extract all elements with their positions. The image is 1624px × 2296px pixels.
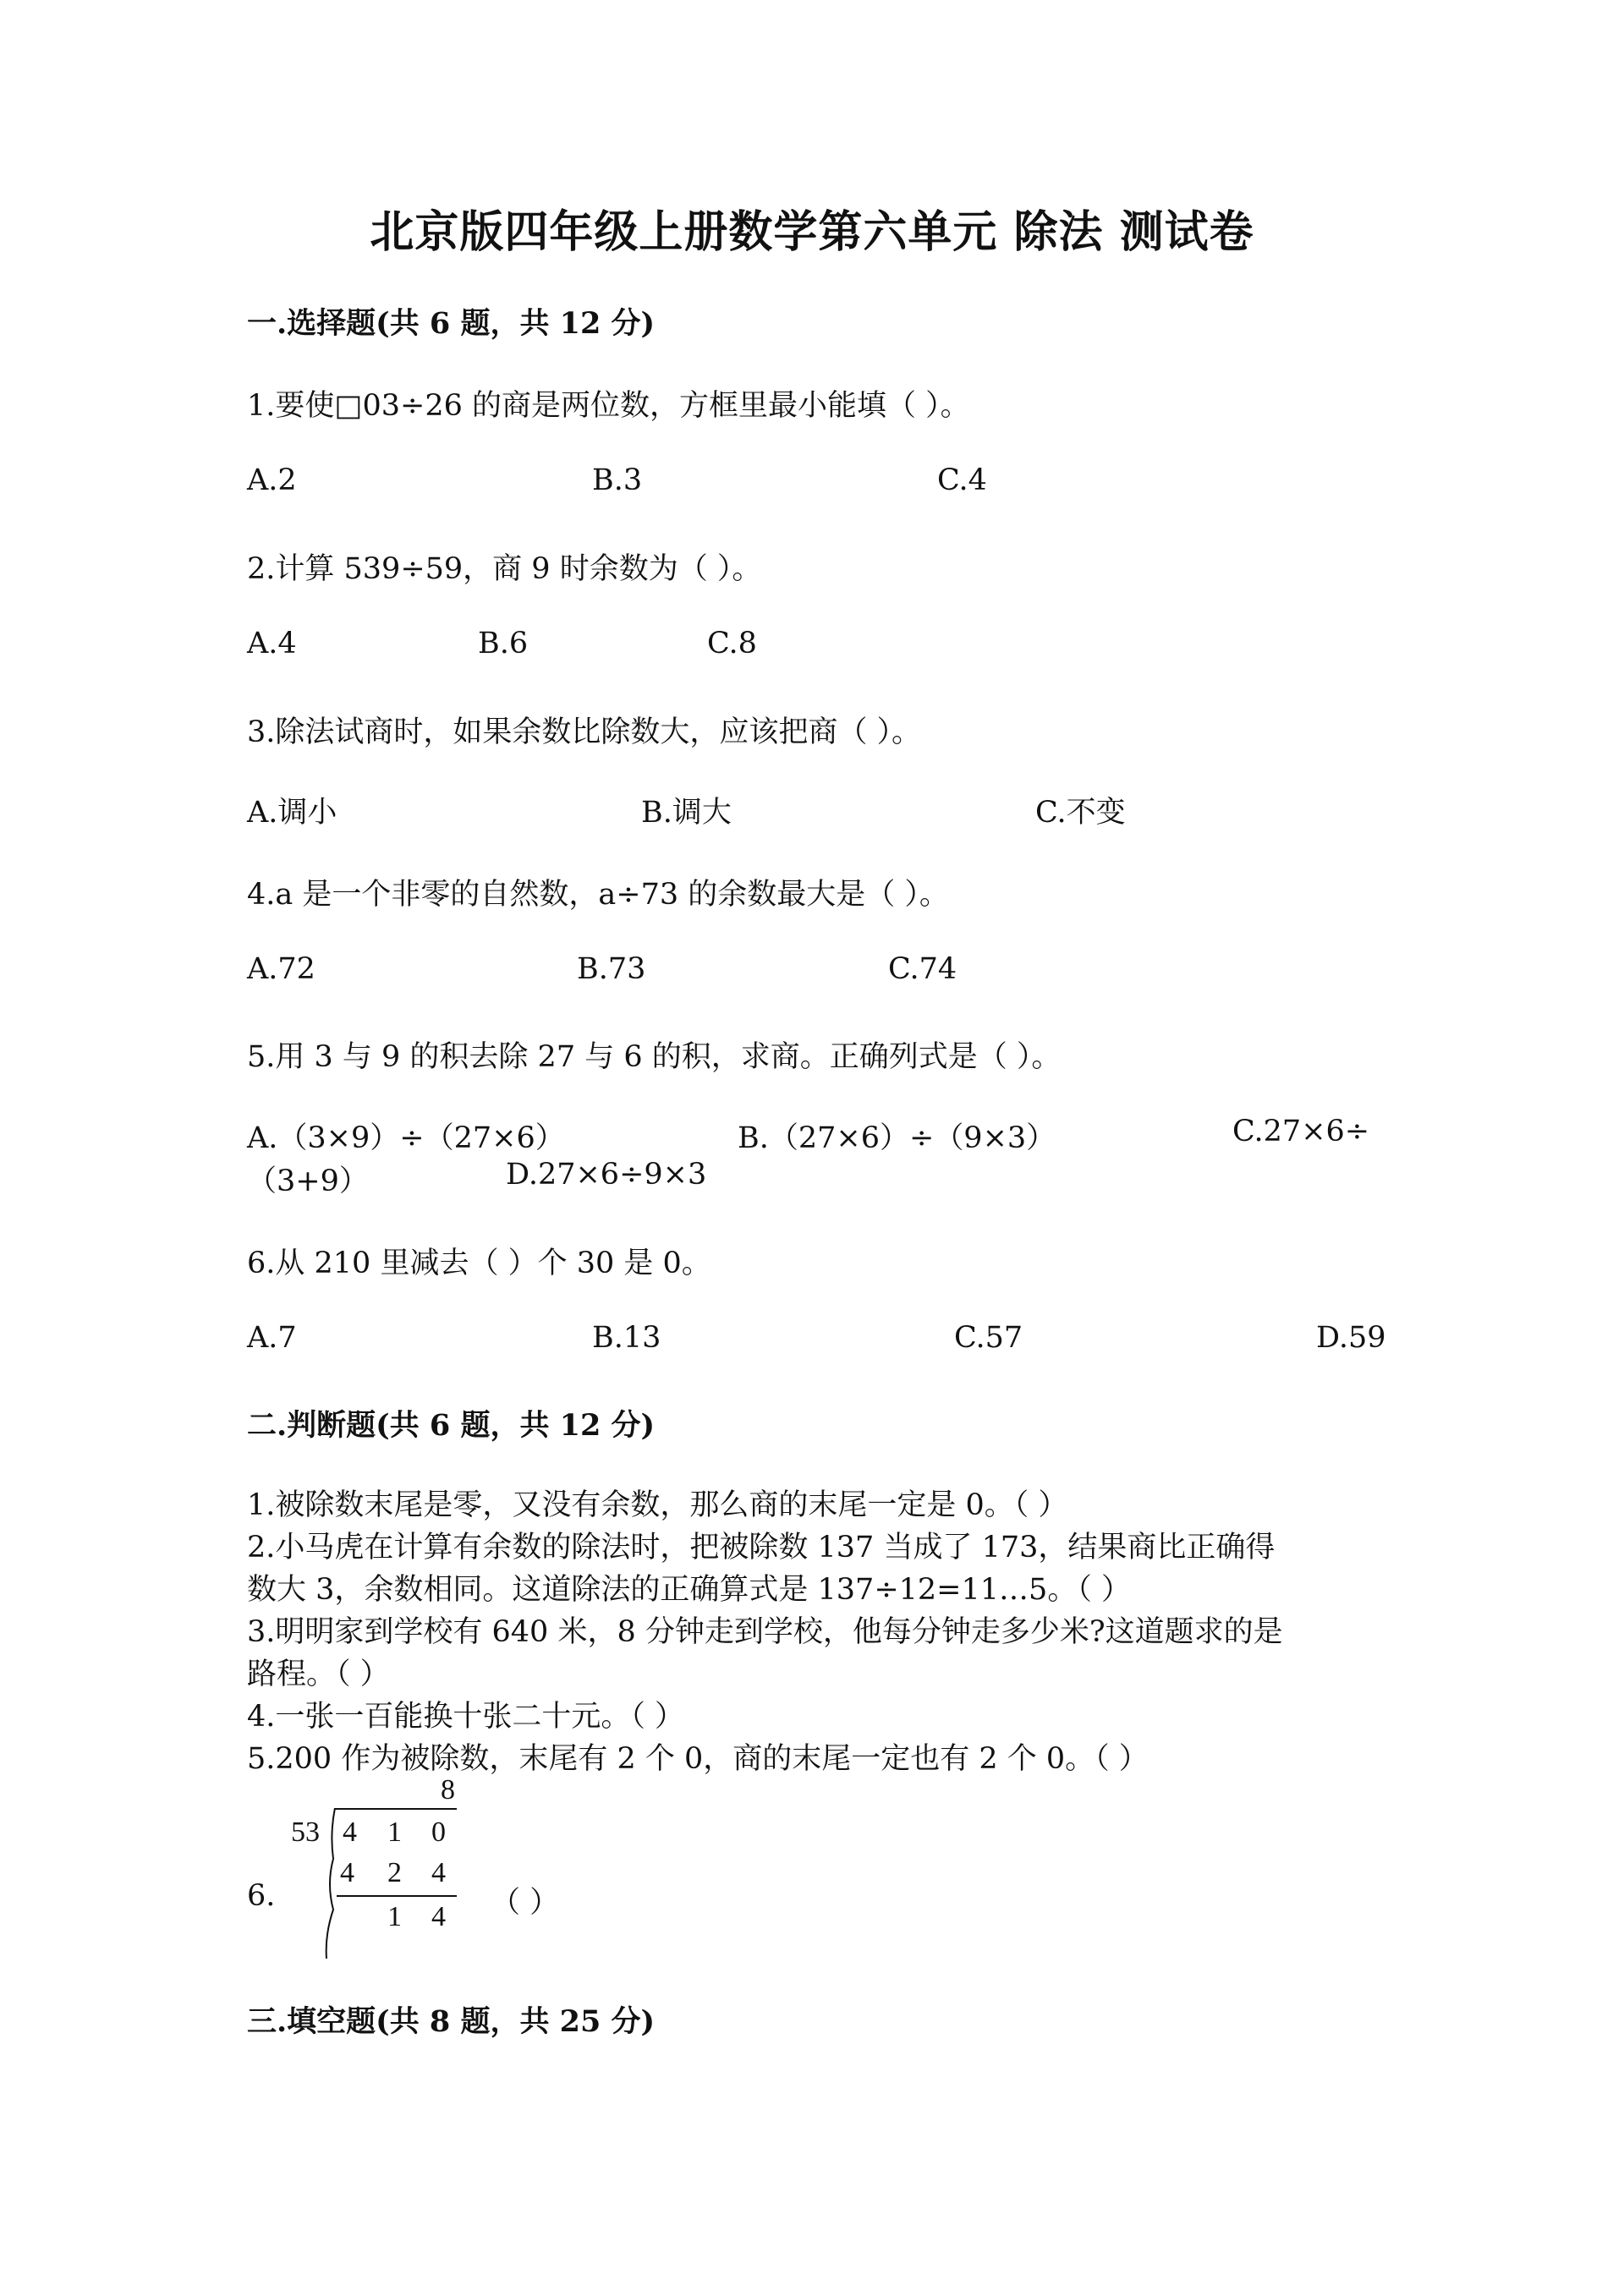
divisor: 53 xyxy=(291,1817,320,1848)
choice-2-option-a: A.4 xyxy=(247,627,297,660)
choice-4-option-b: B.73 xyxy=(577,952,646,986)
dividend-digit-3: 0 xyxy=(431,1817,446,1848)
subtraction-line xyxy=(337,1895,457,1897)
product-digit-1: 4 xyxy=(340,1857,354,1888)
section-heading-choice: 一.选择题(共 6 题，共 12 分) xyxy=(247,306,656,341)
choice-2-option-c: C.8 xyxy=(707,627,757,660)
product-digit-2: 2 xyxy=(387,1857,402,1888)
choice-1-option-b: B.3 xyxy=(592,463,643,497)
choice-question-6: 6.从 210 里减去（ ）个 30 是 0。 xyxy=(247,1247,711,1280)
choice-6-option-d: D.59 xyxy=(1316,1321,1386,1355)
choice-6-option-c: C.57 xyxy=(954,1321,1023,1355)
choice-3-option-c: C.不变 xyxy=(1035,796,1126,830)
choice-3-option-b: B.调大 xyxy=(641,796,732,830)
division-bracket xyxy=(321,1808,342,1960)
choice-3-option-a: A.调小 xyxy=(247,796,337,830)
judge-question-2-cont: 数大 3，余数相同。这道除法的正确算式是 137÷12=11…5。（ ） xyxy=(247,1573,1131,1607)
choice-question-5: 5.用 3 与 9 的积去除 27 与 6 的积，求商。正确列式是（ ）。 xyxy=(247,1040,1062,1074)
choice-4-option-c: C.74 xyxy=(888,952,957,986)
quotient-digit: 8 xyxy=(441,1774,455,1806)
choice-6-option-b: B.13 xyxy=(592,1321,661,1355)
long-division-figure xyxy=(288,1774,465,1960)
judge-question-5: 5.200 作为被除数，末尾有 2 个 0，商的末尾一定也有 2 个 0。（ ） xyxy=(247,1742,1149,1776)
section-heading-fill: 三.填空题(共 8 题，共 25 分) xyxy=(247,2004,656,2039)
choice-6-option-a: A.7 xyxy=(247,1321,297,1355)
choice-question-2: 2.计算 539÷59，商 9 时余数为（ ）。 xyxy=(247,552,762,586)
section-heading-judge: 二.判断题(共 6 题，共 12 分) xyxy=(247,1408,656,1443)
judge-question-3-cont: 路程。（ ） xyxy=(247,1658,390,1691)
choice-4-option-a: A.72 xyxy=(247,952,315,986)
product-digit-3: 4 xyxy=(431,1857,446,1888)
dividend-digit-2: 1 xyxy=(387,1817,402,1848)
choice-2-option-b: B.6 xyxy=(478,627,529,660)
choice-question-3: 3.除法试商时，如果余数比除数大，应该把商（ ）。 xyxy=(247,715,922,749)
remainder-digit-1: 1 xyxy=(387,1901,402,1932)
choice-question-1: 1.要使□03÷26 的商是两位数，方框里最小能填（ ）。 xyxy=(247,389,970,423)
choice-question-4: 4.a 是一个非零的自然数，a÷73 的余数最大是（ ）。 xyxy=(247,878,949,912)
choice-5-option-d: D.27×6÷9×3 xyxy=(506,1158,707,1192)
judge-question-4: 4.一张一百能换十张二十元。（ ） xyxy=(247,1700,685,1734)
page-title: 北京版四年级上册数学第六单元 除法 测试卷 xyxy=(370,206,1254,258)
judge-question-3: 3.明明家到学校有 640 米，8 分钟走到学校，他每分钟走多少米?这道题求的是 xyxy=(247,1615,1283,1649)
choice-5-option-c: C.27×6÷ xyxy=(1232,1115,1370,1148)
division-bar xyxy=(334,1808,457,1810)
judge-question-2: 2.小马虎在计算有余数的除法时，把被除数 137 当成了 173，结果商比正确得 xyxy=(247,1531,1276,1564)
choice-5-option-b: B.（27×6）÷（9×3） xyxy=(738,1121,1056,1155)
choice-5-option-c-cont: （3+9） xyxy=(247,1164,369,1198)
judge-question-6-label: 6. xyxy=(247,1879,276,1913)
choice-1-option-a: A.2 xyxy=(247,463,297,497)
remainder-digit-2: 4 xyxy=(431,1901,446,1932)
judge-question-1: 1.被除数末尾是零，又没有余数，那么商的末尾一定是 0。（ ） xyxy=(247,1488,1068,1522)
choice-1-option-c: C.4 xyxy=(937,463,987,497)
choice-5-option-a: A.（3×9）÷（27×6） xyxy=(247,1121,565,1155)
judge-question-6-blank: （ ） xyxy=(491,1886,560,1920)
dividend-digit-1: 4 xyxy=(343,1817,357,1848)
